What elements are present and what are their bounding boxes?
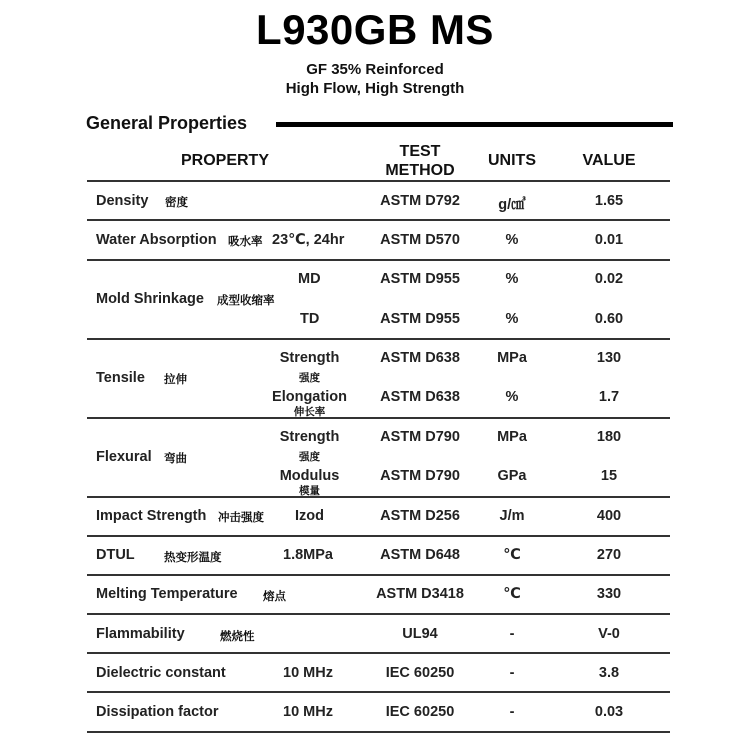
test-method: ASTM D792 [380,193,460,209]
test-method: ASTM D3418 [376,586,464,602]
units: % [505,311,519,327]
value: 1.65 [594,193,624,209]
value: 3.8 [598,665,620,681]
condition-elongation-cn: 伸长率 [293,406,326,418]
value: V-0 [598,626,620,642]
value: 1.7 [598,389,620,405]
test-method: IEC 60250 [385,665,455,681]
table-rule [87,574,670,576]
condition-elongation: Elongation [272,389,347,405]
property-label: Tensile [96,370,145,386]
test-method: ASTM D648 [380,547,460,563]
units: g/㎤ [498,197,526,213]
header-property: PROPERTY [180,152,269,169]
table-rule [87,535,670,537]
value: 330 [596,586,622,602]
condition-td: TD [300,311,320,327]
condition-modulus-cn: 模量 [299,485,320,497]
property-label: Melting Temperature [96,586,238,602]
test-method: ASTM D638 [380,350,460,366]
section-divider [276,122,673,127]
table-rule [87,496,670,498]
property-label: Mold Shrinkage [96,291,204,307]
property-label-cn: 熔点 [263,589,286,603]
units: % [505,389,519,405]
table-rule [87,731,670,733]
table-rule [87,180,670,182]
header-units: UNITS [488,152,536,169]
property-label: Water Absorption [96,232,217,248]
property-label-cn: 燃烧性 [220,629,255,643]
condition: 23℃, 24hr [272,232,345,248]
table-rule [87,219,670,221]
property-label-cn: 冲击强度 [218,510,264,524]
header-test-method-line2: METHOD [385,162,455,179]
table-rule [87,691,670,693]
property-label: Flexural [96,449,152,465]
condition-strength-cn: 强度 [299,451,320,463]
property-label: Density [96,193,149,209]
condition-md: MD [298,271,321,287]
test-method: ASTM D790 [380,468,460,484]
value: 0.01 [594,232,624,248]
property-label-cn: 成型收缩率 [217,293,275,307]
table-rule [87,613,670,615]
value: 0.03 [594,704,624,720]
subtitle-line-1: GF 35% Reinforced [306,61,444,78]
section-title: General Properties [86,113,248,133]
units: ℃ [503,586,521,602]
test-method: UL94 [402,626,438,642]
condition-strength: Strength [279,429,340,445]
property-label: DTUL [96,547,135,563]
condition-strength: Strength [279,350,340,366]
condition: 10 MHz [283,704,333,720]
property-label-cn: 弯曲 [164,451,187,465]
header-value: VALUE [582,152,636,169]
condition-modulus: Modulus [279,468,340,484]
table-rule [87,338,670,340]
property-label: Dielectric constant [96,665,226,681]
condition: Izod [295,508,324,524]
table-rule [87,259,670,261]
property-label-cn: 密度 [165,195,188,209]
property-label-cn: 热变形温度 [164,550,222,564]
header-test-method-line1: TEST [399,143,441,160]
units: % [505,271,519,287]
units: - [509,626,515,642]
test-method: ASTM D570 [380,232,460,248]
units: % [505,232,519,248]
units: ℃ [503,547,521,563]
document-title: L930GB MS [256,6,494,53]
value: 0.60 [594,311,624,327]
units: MPa [497,350,527,366]
test-method: ASTM D790 [380,429,460,445]
table-rule [87,417,670,419]
value: 270 [596,547,622,563]
units: - [509,704,515,720]
units: GPa [497,468,527,484]
value: 400 [596,508,622,524]
table-rule [87,652,670,654]
units: J/m [499,508,525,524]
value: 15 [600,468,618,484]
condition: 10 MHz [283,665,333,681]
test-method: ASTM D955 [380,271,460,287]
subtitle-line-2: High Flow, High Strength [285,80,465,97]
property-label: Impact Strength [96,508,207,524]
condition-strength-cn: 强度 [299,372,320,384]
property-label: Dissipation factor [96,704,219,720]
value: 180 [596,429,622,445]
property-label-cn: 拉伸 [164,372,187,386]
units: - [509,665,515,681]
test-method: IEC 60250 [385,704,455,720]
property-label: Flammability [96,626,185,642]
property-label-cn: 吸水率 [228,234,263,248]
test-method: ASTM D256 [380,508,460,524]
test-method: ASTM D638 [380,389,460,405]
test-method: ASTM D955 [380,311,460,327]
condition: 1.8MPa [283,547,333,563]
units: MPa [497,429,527,445]
value: 130 [596,350,622,366]
value: 0.02 [594,271,624,287]
